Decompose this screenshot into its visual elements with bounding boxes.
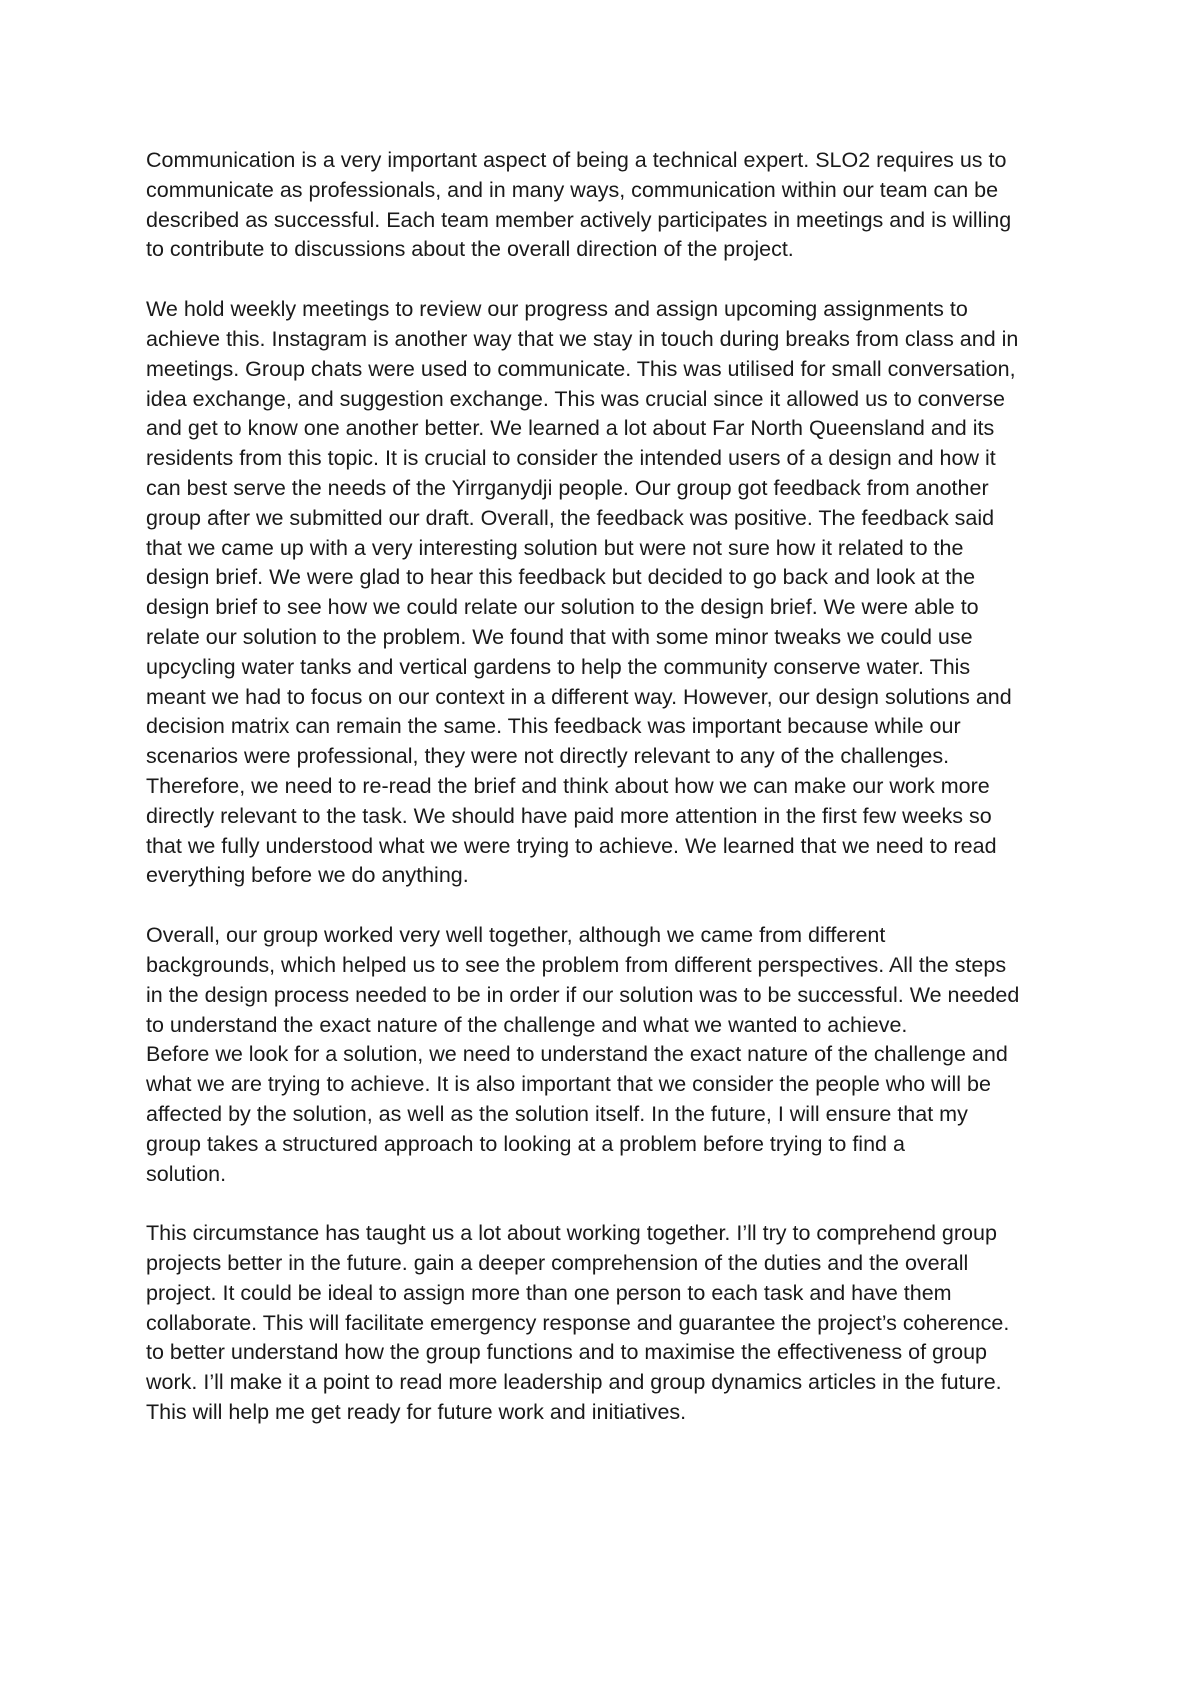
text-line: Overall, our group worked very well together, although we came from different xyxy=(146,923,886,948)
text-line: to better understand how the group functions and to maximise the effectiveness of group xyxy=(146,1340,988,1365)
text-line: affected by the solution, as well as the solution itself. In the future, I will ensure that my xyxy=(146,1101,968,1126)
text-line: design brief. We were glad to hear this feedback but decided to go back and look at the xyxy=(146,565,976,590)
text-line: to understand the exact nature of the challenge and what we wanted to achieve. xyxy=(146,1012,908,1037)
text-line: We hold weekly meetings to review our progress and assign upcoming assignments to xyxy=(146,297,968,322)
text-line: group takes a structured approach to looking at a problem before trying to find a xyxy=(146,1131,905,1156)
text-line: solution. xyxy=(146,1161,227,1186)
text-line: to contribute to discussions about the overall direction of the project. xyxy=(146,237,794,262)
text-line: relate our solution to the problem. We found that with some minor tweaks we could use xyxy=(146,624,973,649)
text-line: collaborate. This will facilitate emergency response and guarantee the project’s coherence. xyxy=(146,1310,1010,1335)
text-line: upcycling water tanks and vertical gardens to help the community conserve water. This xyxy=(146,654,971,679)
text-line: achieve this. Instagram is another way that we stay in touch during breaks from class and in xyxy=(146,326,1019,351)
text-line: what we are trying to achieve. It is also important that we consider the people who will be xyxy=(146,1072,991,1097)
text-line: and get to know one another better. We learned a lot about Far North Queensland and its xyxy=(146,416,995,441)
text-line: idea exchange, and suggestion exchange. This was crucial since it allowed us to converse xyxy=(146,386,1005,411)
text-line: can best serve the needs of the Yirrganydji people. Our group got feedback from another xyxy=(146,475,989,500)
text-line: This circumstance has taught us a lot about working together. I’ll try to comprehend group xyxy=(146,1221,997,1246)
text-line: everything before we do anything. xyxy=(146,863,469,888)
text-line: decision matrix can remain the same. This feedback was important because while our xyxy=(146,714,961,739)
text-line: design brief to see how we could relate our solution to the design brief. We were able to xyxy=(146,595,979,620)
text-line: This will help me get ready for future work and initiatives. xyxy=(146,1400,687,1425)
text-line: communicate as professionals, and in many ways, communication within our team can be xyxy=(146,177,999,202)
text-line: group after we submitted our draft. Overall, the feedback was positive. The feedback said xyxy=(146,505,995,530)
text-line: in the design process needed to be in order if our solution was to be successful. We needed xyxy=(146,982,1020,1007)
text-line: scenarios were professional, they were not directly relevant to any of the challenges. xyxy=(146,744,950,769)
text-line: residents from this topic. It is crucial to consider the intended users of a design and how it xyxy=(146,446,996,471)
text-line: Communication is a very important aspect of being a technical expert. SLO2 requires us to xyxy=(146,148,1007,172)
text-line: directly relevant to the task. We should have paid more attention in the first few weeks so xyxy=(146,803,992,828)
text-line: meant we had to focus on our context in a different way. However, our design solutions and xyxy=(146,684,1012,709)
paragraph-meetings-feedback xyxy=(146,295,1066,891)
text-line: that we came up with a very interesting solution but were not sure how it related to the xyxy=(146,535,964,560)
paragraph-reflection xyxy=(146,1219,1066,1428)
text-line: meetings. Group chats were used to communicate. This was utilised for small conversation, xyxy=(146,356,1016,381)
paragraph-teamwork xyxy=(146,921,1066,1189)
text-line: backgrounds, which helped us to see the problem from different perspectives. All the steps xyxy=(146,952,1007,977)
text-line: Before we look for a solution, we need to understand the exact nature of the challenge and xyxy=(146,1042,1008,1067)
document-page xyxy=(146,146,1066,1458)
text-line: described as successful. Each team member actively participates in meetings and is willing xyxy=(146,207,1012,232)
text-line: project. It could be ideal to assign more than one person to each task and have them xyxy=(146,1280,952,1305)
text-line: Therefore, we need to re-read the brief and think about how we can make our work more xyxy=(146,773,990,798)
paragraph-communication xyxy=(146,146,1066,265)
text-line: work. I’ll make it a point to read more leadership and group dynamics articles in the future. xyxy=(146,1370,1002,1395)
text-line: that we fully understood what we were trying to achieve. We learned that we need to read xyxy=(146,833,997,858)
text-line: projects better in the future. gain a deeper comprehension of the duties and the overall xyxy=(146,1251,969,1276)
